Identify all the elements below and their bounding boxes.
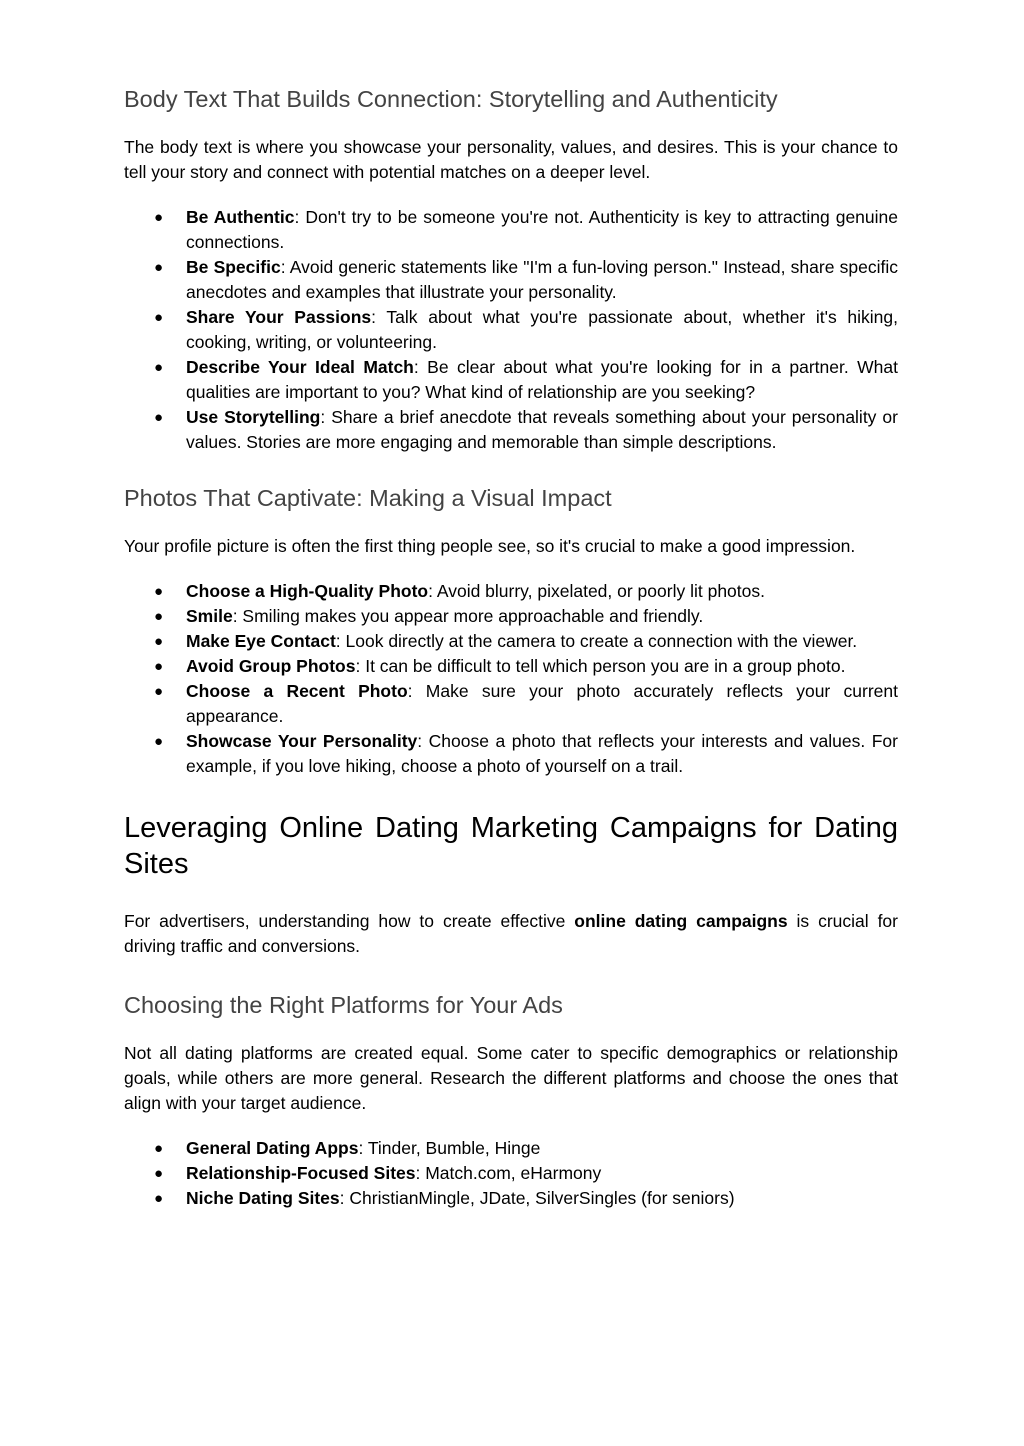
bullet-icon: ● <box>154 409 164 426</box>
list-item-term: Choose a Recent Photo <box>186 681 408 701</box>
list-item-term: Use Storytelling <box>186 407 321 427</box>
bullet-icon: ● <box>154 1165 164 1182</box>
list-item <box>124 355 898 405</box>
bullet-icon: ● <box>154 1140 164 1157</box>
list-item-text: : ChristianMingle, JDate, SilverSingles (for seniors) <box>339 1188 735 1208</box>
list-item-term: Choose a High-Quality Photo <box>186 581 429 601</box>
list-item <box>124 1136 898 1161</box>
list-item-text: : Talk about what you're passionate about, whether it's hiking, cooking, writing, or volunteering. <box>186 307 898 352</box>
list-item-term: Make Eye Contact <box>186 631 336 651</box>
photos-list <box>124 579 898 779</box>
list-item-term: Niche Dating Sites <box>186 1188 340 1208</box>
bullet-icon: ● <box>154 683 164 700</box>
list-item <box>124 729 898 779</box>
bullet-icon: ● <box>154 583 164 600</box>
list-item <box>124 579 898 604</box>
campaigns-intro-after: is crucial for driving traffic and conversions. <box>124 911 898 956</box>
list-item-term: Share Your Passions <box>186 307 372 327</box>
list-item <box>124 629 898 654</box>
list-item-text: : Don't try to be someone you're not. Authenticity is key to attracting genuine connections. <box>186 207 899 252</box>
list-item-term: Describe Your Ideal Match <box>186 357 414 377</box>
list-item <box>124 654 898 679</box>
list-item <box>124 1161 898 1186</box>
bullet-icon: ● <box>154 658 164 675</box>
body-text-intro: The body text is where you showcase your personality, values, and desires. This is your chance to tell your story and connect with potential matches on a deeper level. <box>124 137 898 182</box>
list-item-text: : Avoid blurry, pixelated, or poorly lit photos. <box>428 581 765 601</box>
document-page <box>124 82 898 1211</box>
bullet-icon: ● <box>154 359 164 376</box>
list-item <box>124 1186 898 1211</box>
list-item-text: : It can be difficult to tell which person you are in a group photo. <box>355 656 846 676</box>
list-item-term: General Dating Apps <box>186 1138 359 1158</box>
list-item-text: : Make sure your photo accurately reflects your current appearance. <box>186 681 898 726</box>
list-item <box>124 205 898 255</box>
campaigns-intro <box>124 909 898 959</box>
platforms-intro: Not all dating platforms are created equal. Some cater to specific demographics or relationship goals, while others are more general. Research the different platforms and choose the ones that align with your target audience. <box>124 1043 898 1113</box>
list-item-text: : Avoid generic statements like "I'm a fun-loving person." Instead, share specific anecdotes and examples that illustrate your personality. <box>186 257 898 302</box>
list-item <box>124 305 898 355</box>
bullet-icon: ● <box>154 608 164 625</box>
list-item <box>124 405 898 455</box>
list-item-term: Be Specific <box>186 257 281 277</box>
list-item-text: : Look directly at the camera to create a connection with the viewer. <box>335 631 858 651</box>
photos-intro: Your profile picture is often the first thing people see, so it's crucial to make a good impression. <box>124 536 856 556</box>
list-item-text: : Match.com, eHarmony <box>415 1163 602 1183</box>
list-item <box>124 604 898 629</box>
bullet-icon: ● <box>154 209 164 226</box>
list-item-term: Be Authentic <box>186 207 295 227</box>
platforms-list <box>124 1136 898 1211</box>
section-heading-platforms: Choosing the Right Platforms for Your Ads <box>124 992 563 1018</box>
list-item-term: Smile <box>186 606 233 626</box>
list-item-text: : Tinder, Bumble, Hinge <box>358 1138 541 1158</box>
list-item-text: : Share a brief anecdote that reveals something about your personality or values. Stories are more engaging and memorable than simple descriptions. <box>186 407 898 452</box>
list-item-text: : Smiling makes you appear more approachable and friendly. <box>232 606 704 626</box>
section-heading-photos: Photos That Captivate: Making a Visual Impact <box>124 485 612 511</box>
section-heading-campaigns: Leveraging Online Dating Marketing Campaigns for Dating Sites <box>124 812 898 880</box>
campaigns-intro-bold: online dating campaigns <box>574 911 788 931</box>
list-item-term: Showcase Your Personality <box>186 731 418 751</box>
list-item <box>124 255 898 305</box>
list-item-term: Avoid Group Photos <box>186 656 356 676</box>
list-item <box>124 679 898 729</box>
bullet-icon: ● <box>154 1190 164 1207</box>
list-item-term: Relationship-Focused Sites <box>186 1163 416 1183</box>
list-item-text: : Be clear about what you're looking for in a partner. What qualities are important to you? What kind of relationship are you seeking? <box>186 357 898 402</box>
bullet-icon: ● <box>154 309 164 326</box>
bullet-icon: ● <box>154 633 164 650</box>
campaigns-intro-before: For advertisers, understanding how to create effective <box>124 911 575 931</box>
bullet-icon: ● <box>154 259 164 276</box>
body-text-list <box>124 205 898 455</box>
section-heading-body-text: Body Text That Builds Connection: Storytelling and Authenticity <box>124 86 778 112</box>
bullet-icon: ● <box>154 733 164 750</box>
list-item-text: : Choose a photo that reflects your interests and values. For example, if you love hiking, choose a photo of yourself on a trail. <box>186 731 898 776</box>
